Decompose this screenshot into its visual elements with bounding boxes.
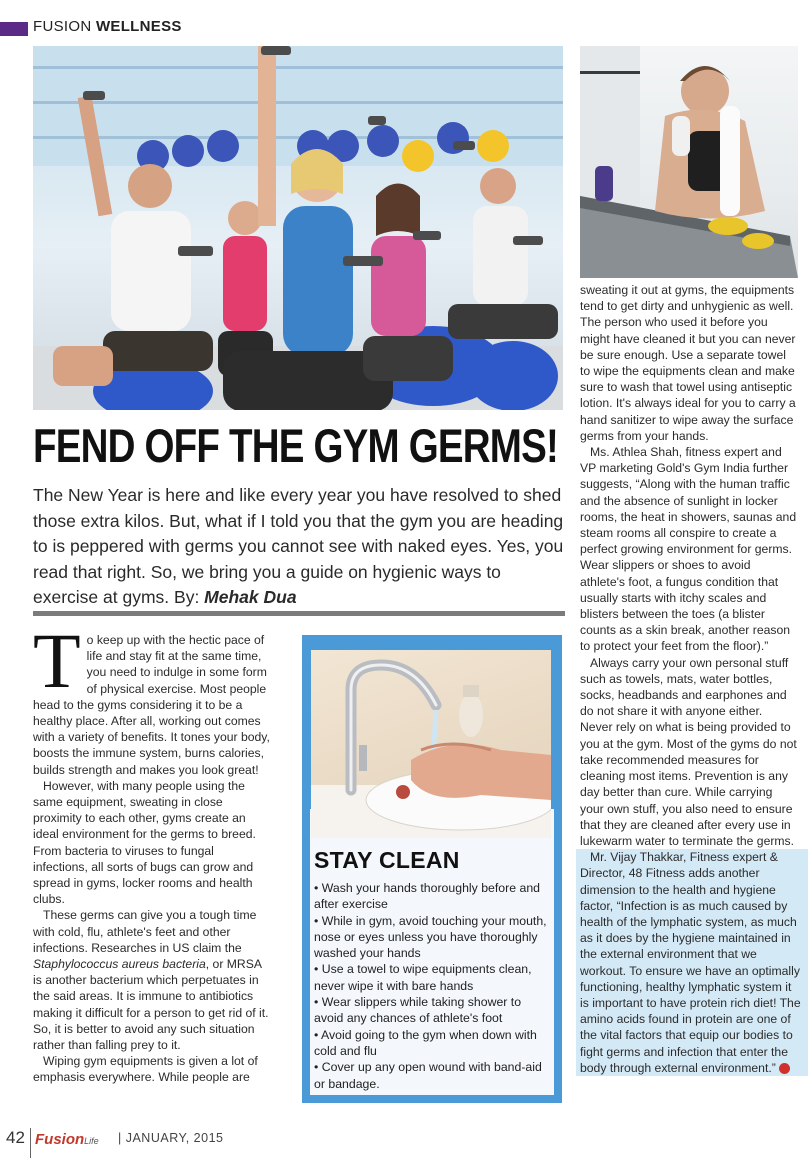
issue-date: | JANUARY, 2015 bbox=[118, 1131, 224, 1145]
col3-paragraph-2: Ms. Athlea Shah, fitness expert and VP marketing Gold's Gym India further suggests, “Along with the human traffic and the absence of sunlight in locker rooms, the heat in showers, saunas and steam rooms all conspire to create a perfect growing environment for germs. Wear slippers or shoes to avoid athlete's foot, a fungus condition that usually starts with itchy scales and blisters between the toes (a blister counts as a skin break, another reason to protect your feet from the floor).” bbox=[580, 445, 797, 654]
col3-paragraph-1: sweating it out at gyms, the equipments tend to get dirty and unhygienic as well. The person who used it before you might have cleaned it but you can never be sure enough. Use a separate towel to wipe the equipments clean and make sure to wash that towel using antiseptic lotion. It's always ideal for you to carry a hand sanitizer to wipe away the surface germs from your hands. bbox=[580, 283, 796, 443]
col1-paragraph-3 bbox=[33, 907, 271, 1053]
section-divider bbox=[33, 611, 565, 616]
end-mark-icon bbox=[779, 1063, 790, 1074]
article-deck bbox=[33, 483, 568, 611]
section-name: WELLNESS bbox=[95, 18, 182, 35]
col3-paragraph-4 bbox=[576, 849, 808, 1076]
col3-paragraph-3: Always carry your own personal stuff such as towels, mats, water bottles, socks, headbands and earphones and do not share it with anyone either. Never rely on what is being provided to you at the gym. Most of the gyms do not take recommended measures for cleaning most items. Prevention is any day better than cure. While carrying your own stuff, you also need to ensure that they are cleaned after every use in lukewarm water to terminate the germs. bbox=[580, 655, 797, 848]
stay-clean-list bbox=[314, 880, 550, 1092]
tip-item: • While in gym, avoid touching your mouth, nose or eyes unless you have thoroughly washed your hands bbox=[314, 913, 547, 961]
gym-class-illustration bbox=[33, 46, 563, 410]
tip-item: • Wear slippers while taking shower to avoid any chances of athlete's foot bbox=[314, 995, 522, 1026]
woman-with-towel-illustration bbox=[580, 46, 798, 278]
col1-p3-end: , or MRSA is another bacterium which perpetuates in the said areas. It is immune to antibiotics making it difficult for a person to get rid of it. So, it is better to avoid any such situation rather than falling prey to it. bbox=[33, 957, 269, 1053]
dropcap: T bbox=[33, 617, 81, 704]
hand-washing-photo bbox=[311, 650, 551, 838]
logo-text: Fusion bbox=[35, 1131, 85, 1148]
article-column-right bbox=[580, 282, 801, 1076]
section-prefix: FUSION bbox=[33, 18, 92, 35]
article-column-left bbox=[33, 617, 271, 1086]
deck-text: The New Year is here and like every year you have resolved to shed those extra kilos. But, what if I told you that the gym you are heading to is peppered with germs you cannot see with naked eyes. Yes, you read that right. So, we bring you a guide on hygienic ways to exercise at gyms. By: bbox=[33, 485, 564, 607]
col1-paragraph-2: However, with many people using the same equipment, sweating in close proximity to each other, gyms create an ideal environment for the germs to breed. From bacteria to viruses to fungal infections, all sorts of bugs can grow and spread in gyms, locker rooms and health clubs. bbox=[33, 778, 256, 907]
stay-clean-title: STAY CLEAN bbox=[314, 847, 460, 873]
col3-p4-text: Mr. Vijay Thakkar, Fitness expert & Director, 48 Fitness adds another dimension to the health and hygiene factor, “Infection is as much caused by health of the lymphatic system, as much as it does by the hygiene maintained in the external environment that we workout. To ensure we have an optimally functioning, healthy lymphatic system it is important to have protein rich diet! The amino acids found in protein are one of the vital factors that equip our bodies to fight germs and infection that enter the body through external environment.” bbox=[580, 850, 801, 1075]
byline-author: Mehak Dua bbox=[204, 587, 297, 607]
gym-class-photo bbox=[33, 46, 563, 410]
section-label bbox=[33, 18, 182, 35]
section-color-bar bbox=[0, 22, 28, 36]
tip-item: • Use a towel to wipe equipments clean, never wipe it with bare hands bbox=[314, 962, 532, 993]
tip-item: • Avoid going to the gym when down with cold and flu bbox=[314, 1027, 537, 1058]
page-number: 42 bbox=[6, 1128, 25, 1147]
footer-divider bbox=[30, 1128, 31, 1158]
col1-p3-start: These germs can give you a tough time with cold, flu, athlete's feet and other infections. Researches in US claim the bbox=[33, 908, 257, 955]
tip-item: • Wash your hands thoroughly before and after exercise bbox=[314, 881, 541, 912]
article-headline: FEND OFF THE GYM GERMS! bbox=[33, 419, 558, 472]
hand-washing-illustration bbox=[311, 650, 551, 838]
woman-with-towel-photo bbox=[580, 46, 798, 278]
col1-paragraph-1: o keep up with the hectic pace of life and stay fit at the same time, you need to indulge in some form of physical exercise. Most people head to the gyms considering it to be a healthy place. After all, working out comes with a variety of benefits. It tones your body, boosts the immune system, burns calories, builds strength and makes you look great! bbox=[33, 633, 270, 777]
col1-paragraph-4: Wiping gym equipments is given a lot of emphasis everywhere. While people are bbox=[33, 1054, 258, 1085]
logo-subtext: Life bbox=[84, 1136, 99, 1146]
magazine-logo bbox=[35, 1131, 99, 1148]
col1-p3-italic: Staphylococcus aureus bacteria bbox=[33, 957, 206, 972]
tip-item: • Cover up any open wound with band-aid or bandage. bbox=[314, 1060, 542, 1091]
